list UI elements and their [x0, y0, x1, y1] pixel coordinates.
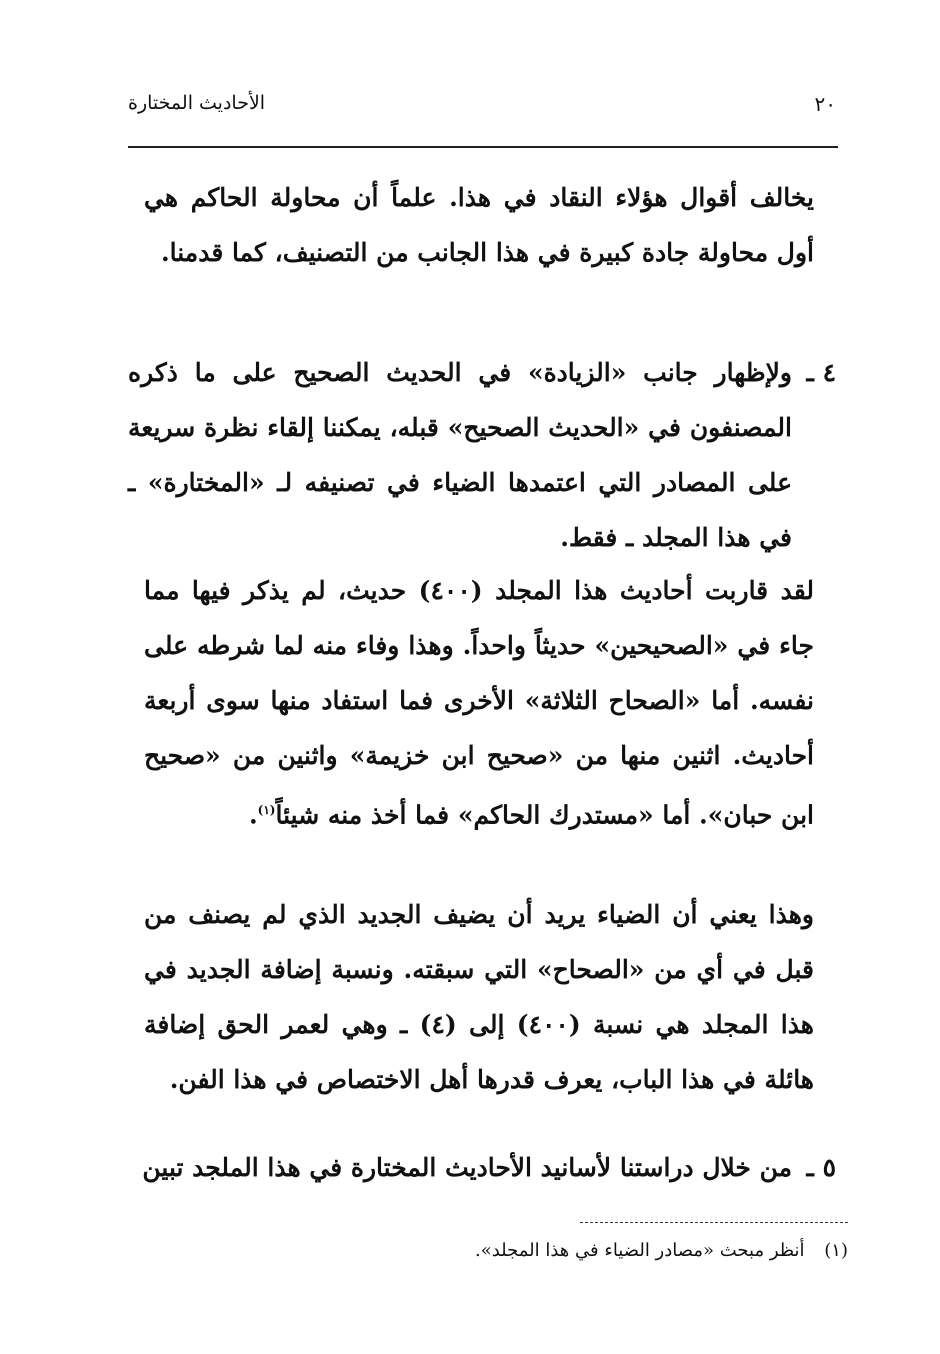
- paragraph-addition: وهذا يعني أن الضياء يريد أن يضيف الجديد الذي لم يصنف من قبل في أي من «الصحاح» التي سبقته. ونسبة إضافة الجديد في هذا المجلد هي نسبة (٤٠٠) إلى (٤) ـ وهي لعمر الحق إضافة هائلة في هذا الباب، يعرف قدرها أهل الاختصاص في هذا الفن.: [144, 900, 814, 1094]
- list-item-text: من خلال دراستنا لأسانيد الأحاديث المختارة في هذا الملجد تبين: [142, 1153, 792, 1182]
- list-item-number: ٤ ـ: [806, 358, 836, 387]
- list-item-5: [128, 1140, 836, 1195]
- list-item-text: ولإظهار جانب «الزيادة» في الحديث الصحيح على ما ذكره المصنفون في «الحديث الصحيح» قبله، يمكننا إلقاء نظرة سريعة على المصادر التي اعتمدها الضياء في تصنيفه لـ «المختارة» ـ في هذا المجلد ـ فقط.: [128, 358, 792, 552]
- running-title: الأحاديث المختارة: [128, 92, 266, 114]
- paragraph-hadith-count: [144, 563, 814, 842]
- footnote-number: (١): [824, 1240, 848, 1261]
- footnote-text: أنظر مبحث «مصادر الضياء في هذا المجلد».: [474, 1240, 805, 1261]
- footnote: [475, 1240, 848, 1261]
- footnote-reference[interactable]: (١): [257, 803, 276, 817]
- paragraph-end: .: [248, 800, 258, 830]
- page-number: ٢٠: [814, 92, 836, 116]
- header-rule: [128, 146, 838, 148]
- paragraph-text: لقد قاربت أحاديث هذا المجلد (٤٠٠) حديث، لم يذكر فيها مما جاء في «الصحيحين» حديثاً واحداً. وهذا وفاء منه لما شرطه على نفسه. أما «الصحاح الثلاثة» الأخرى فما استفاد منها سوى أربعة أحاديث. اثنين منها من «صحيح ابن خزيمة» واثنين من «صحيح ابن حبان». أما «مستدرك الحاكم» فما أخذ منه شيئاً: [144, 576, 814, 830]
- page-header: [128, 92, 836, 132]
- paragraph-continuation: يخالف أقوال هؤلاء النقاد في هذا. علماً أن محاولة الحاكم هي أول محاولة جادة كبيرة في هذا الجانب من التصنيف، كما قدمنا.: [144, 183, 814, 267]
- footnote-separator: [580, 1222, 848, 1223]
- list-item-4: [128, 345, 836, 565]
- list-item-number: ٥ ـ: [806, 1153, 836, 1182]
